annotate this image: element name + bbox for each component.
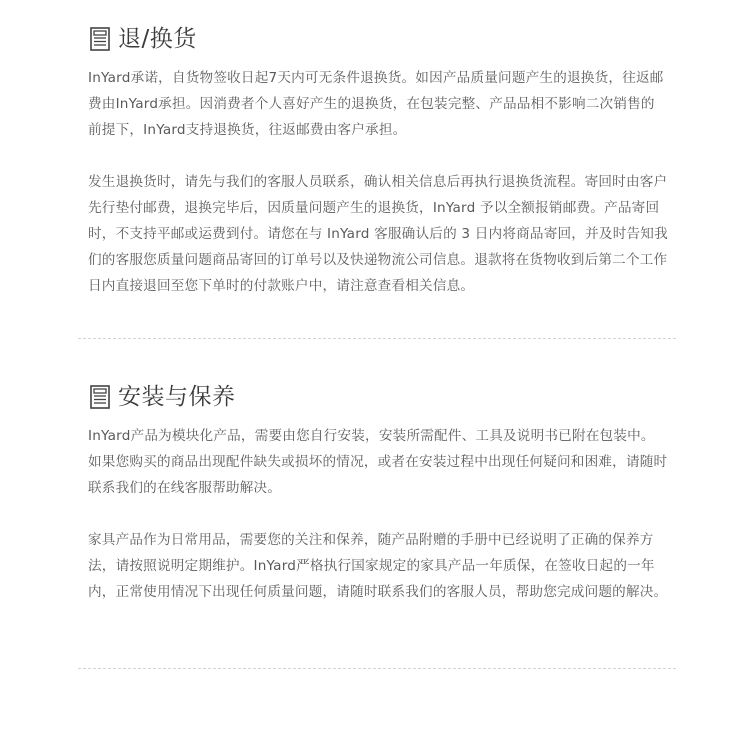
section-divider <box>78 668 676 669</box>
section-divider <box>78 338 676 339</box>
document-icon <box>90 27 110 51</box>
section-header <box>88 24 668 54</box>
section-header <box>88 382 668 412</box>
section-title: 安装与保养 <box>118 384 236 410</box>
document-icon <box>90 385 110 409</box>
return-exchange-section <box>88 24 668 299</box>
paragraph: 发生退换货时，请先与我们的客服人员联系，确认相关信息后再执行退换货流程。寄回时由客户先行垫付邮费，退换完毕后，因质量问题产生的退换货，InYard 予以全额报销邮费。产品寄回时，不支持平邮或运费到付。请您在与 InYard 客服确认后的 3 日内将商品寄回，并及时告知我们的客服您质量问题商品寄回的订单号以及快递物流公司信息。退款将在货物收到后第二个工作日内直接退回至您下单时的付款账户中，请注意查看相关信息。 <box>88 174 668 294</box>
paragraph: 家具产品作为日常用品，需要您的关注和保养，随产品附赠的手册中已经说明了正确的保养方法，请按照说明定期维护。InYard严格执行国家规定的家具产品一年质保，在签收日起的一年内，正常使用情况下出现任何质量问题，请随时联系我们的客服人员，帮助您完成问题的解决。 <box>88 532 668 600</box>
section-title: 退/换货 <box>118 26 197 52</box>
paragraph: InYard产品为模块化产品，需要由您自行安装，安装所需配件、工具及说明书已附在包装中。如果您购买的商品出现配件缺失或损坏的情况，或者在安装过程中出现任何疑问和困难，请随时联系我们的在线客服帮助解决。 <box>88 428 668 496</box>
installation-maintenance-section <box>88 382 668 605</box>
paragraph: InYard承诺，自货物签收日起7天内可无条件退换货。如因产品质量问题产生的退换货，往返邮费由InYard承担。因消费者个人喜好产生的退换货，在包装完整、产品品相不影响二次销售的前提下，InYard支持退换货，往返邮费由客户承担。 <box>88 70 664 138</box>
